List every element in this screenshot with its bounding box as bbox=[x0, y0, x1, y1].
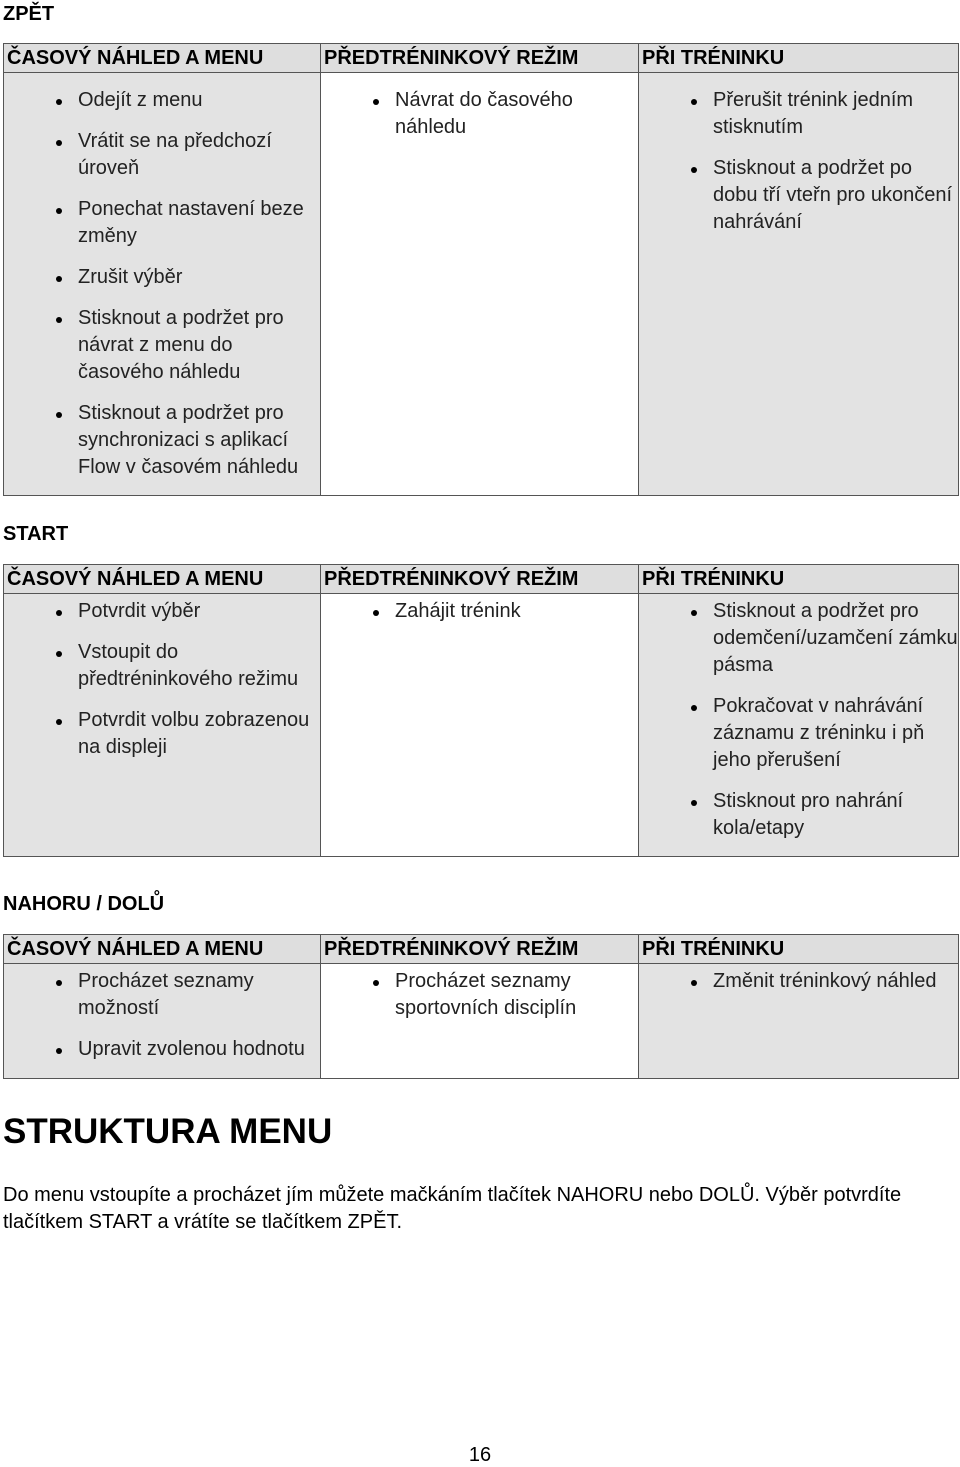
table-cell bbox=[4, 964, 321, 1079]
column-header-time-view: ČASOVÝ NÁHLED A MENU bbox=[4, 44, 321, 73]
list-item: Návrat do časového náhledu bbox=[321, 87, 638, 141]
table-row bbox=[4, 964, 959, 1079]
table-cell bbox=[321, 594, 639, 857]
column-header-during-training: PŘI TRÉNINKU bbox=[639, 565, 959, 594]
intro-paragraph: Do menu vstoupíte a procházet jím můžete mačkáním tlačítek NAHORU nebo DOLŮ. Výběr potvrdíte tlačítkem START a vrátíte se tlačítkem ZPĚT. bbox=[3, 1184, 902, 1233]
list-item: Upravit zvolenou hodnotu bbox=[4, 1036, 320, 1063]
list-item: Odejít z menu bbox=[4, 87, 320, 114]
list-item: Ponechat nastavení beze změny bbox=[4, 196, 320, 250]
list-item: Přerušit trénink jedním stisknutím bbox=[639, 87, 958, 141]
table-header-row bbox=[4, 565, 959, 594]
table-header-row bbox=[4, 935, 959, 964]
list-item: Zahájit trénink bbox=[321, 598, 638, 625]
table-cell bbox=[639, 73, 959, 496]
page-heading: STRUKTURA MENU bbox=[3, 1112, 333, 1151]
list-item: Potvrdit výběr bbox=[4, 598, 320, 625]
column-header-pre-training: PŘEDTRÉNINKOVÝ REŽIM bbox=[321, 935, 639, 964]
table-cell bbox=[639, 964, 959, 1079]
list-item: Procházet seznamy možností bbox=[4, 968, 320, 1022]
section-title-zpet: ZPĚT bbox=[3, 3, 55, 25]
list-item: Procházet seznamy sportovních disciplín bbox=[321, 968, 638, 1022]
table-cell bbox=[639, 594, 959, 857]
button-table-zpet bbox=[3, 43, 959, 496]
list-item: Stisknout a podržet pro návrat z menu do časového náhledu bbox=[4, 305, 320, 386]
table-cell bbox=[4, 594, 321, 857]
column-header-pre-training: PŘEDTRÉNINKOVÝ REŽIM bbox=[321, 565, 639, 594]
section-title-up-down: NAHORU / DOLŮ bbox=[3, 893, 165, 915]
list-item: Stisknout a podržet pro synchronizaci s aplikací Flow v časovém náhledu bbox=[4, 400, 320, 481]
column-header-pre-training: PŘEDTRÉNINKOVÝ REŽIM bbox=[321, 44, 639, 73]
list-item: Potvrdit volbu zobrazenou na displeji bbox=[4, 707, 320, 761]
list-item: Vstoupit do předtréninkového režimu bbox=[4, 639, 320, 693]
section-title-start: START bbox=[3, 523, 69, 545]
list-item: Vrátit se na předchozí úroveň bbox=[4, 128, 320, 182]
list-item: Stisknout a podržet po dobu tří vteřn pro ukončení nahrávání bbox=[639, 155, 958, 236]
column-header-during-training: PŘI TRÉNINKU bbox=[639, 935, 959, 964]
column-header-time-view: ČASOVÝ NÁHLED A MENU bbox=[4, 935, 321, 964]
list-item: Pokračovat v nahrávání záznamu z tréninku i pň jeho přerušení bbox=[639, 693, 958, 774]
list-item: Zrušit výběr bbox=[4, 264, 320, 291]
table-row bbox=[4, 73, 959, 496]
column-header-time-view: ČASOVÝ NÁHLED A MENU bbox=[4, 565, 321, 594]
button-table-start bbox=[3, 564, 959, 857]
table-header-row bbox=[4, 44, 959, 73]
page-number: 16 bbox=[468, 1444, 492, 1466]
table-cell bbox=[321, 73, 639, 496]
table-row bbox=[4, 594, 959, 857]
list-item: Změnit tréninkový náhled bbox=[639, 968, 958, 995]
column-header-during-training: PŘI TRÉNINKU bbox=[639, 44, 959, 73]
list-item: Stisknout a podržet pro odemčení/uzamčení zámku pásma bbox=[639, 598, 958, 679]
table-cell bbox=[4, 73, 321, 496]
table-cell bbox=[321, 964, 639, 1079]
list-item: Stisknout pro nahrání kola/etapy bbox=[639, 788, 958, 842]
button-table-up-down bbox=[3, 934, 959, 1079]
